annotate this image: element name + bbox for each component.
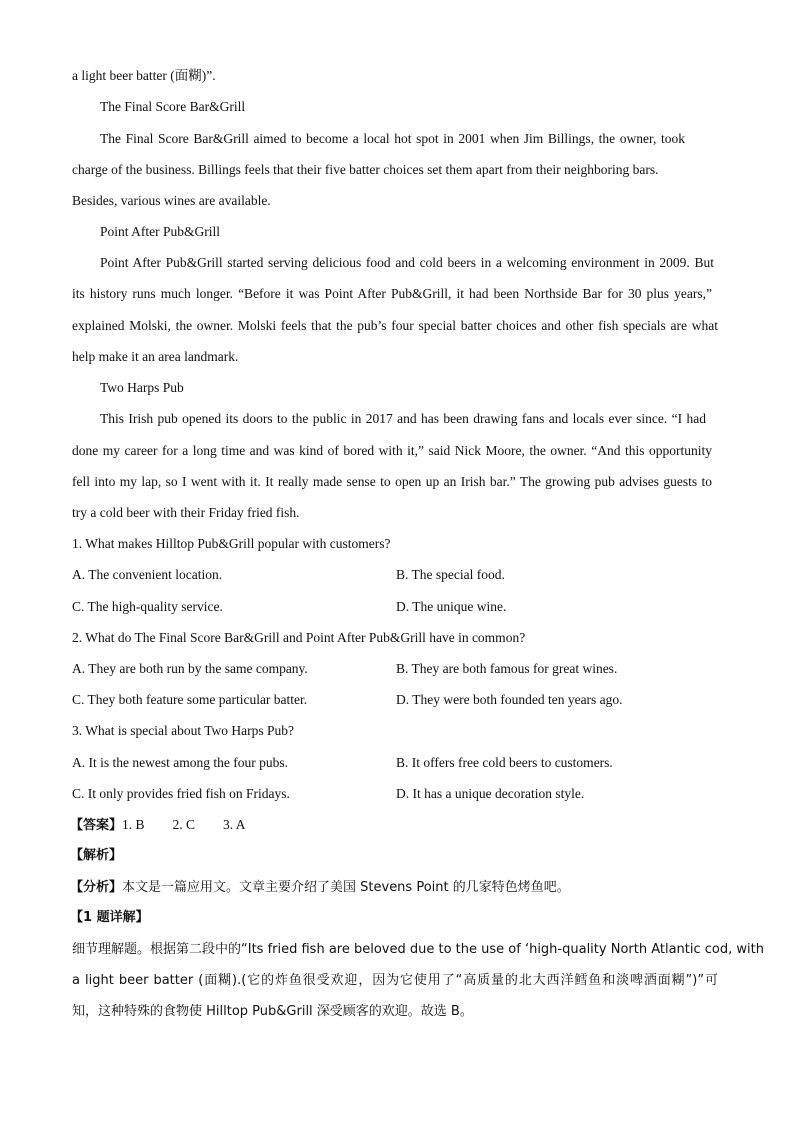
paragraph-line: fell into my lap, so I went with it. It really made sense to open up an Irish bar.” The growing pub advises guests to xyxy=(72,474,712,489)
pub-heading: The Final Score Bar&Grill xyxy=(100,99,246,114)
question-option: A. They are both run by the same company. xyxy=(72,661,308,676)
detail-line: a light beer batter (面糊).(它的炸鱼很受欢迎，因为它使用了“高质量的北大西洋鳕鱼和淡啤酒面糊”)”可 xyxy=(72,973,718,988)
paragraph-line: explained Molski, the owner. Molski feels that the pub’s four special batter choices and other fish specials are what xyxy=(72,318,718,333)
paragraph-line: Besides, various wines are available. xyxy=(72,193,271,208)
question-stem: 2. What do The Final Score Bar&Grill and Point After Pub&Grill have in common? xyxy=(72,630,526,645)
question-option: D. They were both founded ten years ago. xyxy=(396,692,623,707)
question-option: B. They are both famous for great wines. xyxy=(396,661,618,676)
answer-item: 1. B xyxy=(122,817,145,832)
question-stem: 3. What is special about Two Harps Pub? xyxy=(72,723,295,738)
analysis-label: 【解析】 xyxy=(70,848,123,863)
question-option: B. It offers free cold beers to customers. xyxy=(396,755,613,770)
question-option: C. They both feature some particular batter. xyxy=(72,692,308,707)
question-option: D. It has a unique decoration style. xyxy=(396,786,585,801)
summary-label: 【分析】 xyxy=(70,880,123,895)
paragraph-line: This Irish pub opened its doors to the public in 2017 and has been drawing fans and locals ever since. “I had xyxy=(100,411,706,426)
paragraph-line: charge of the business. Billings feels that their five batter choices set them apart from their neighboring bars. xyxy=(72,162,659,177)
paragraph-line: done my career for a long time and was kind of bored with it,” said Nick Moore, the owner. “And this opportunity xyxy=(72,443,712,458)
summary-text: 本文是一篇应用文。文章主要介绍了美国 Stevens Point 的几家特色烤鱼吧。 xyxy=(122,880,570,895)
question-option: C. It only provides fried fish on Fridays. xyxy=(72,786,290,801)
answer-item: 2. C xyxy=(172,817,196,832)
pub-heading: Point After Pub&Grill xyxy=(100,224,221,239)
question-option: B. The special food. xyxy=(396,567,505,582)
detail-line: 知，这种特殊的食物使 Hilltop Pub&Grill 深受顾客的欢迎。故选 B。 xyxy=(72,1004,473,1019)
question-option: C. The high-quality service. xyxy=(72,599,223,614)
answer-label: 【答案】 xyxy=(70,818,123,833)
detail-line: 细节理解题。根据第二段中的“Its fried fish are beloved due to the use of ‘high-quality North Atlantic cod, with xyxy=(72,942,764,957)
answer-line xyxy=(70,815,246,836)
answer-item: 3. A xyxy=(223,817,246,832)
analysis-summary xyxy=(70,877,570,898)
paragraph-line: try a cold beer with their Friday fried fish. xyxy=(72,505,300,520)
question-option: A. It is the newest among the four pubs. xyxy=(72,755,288,770)
paragraph-line: The Final Score Bar&Grill aimed to become a local hot spot in 2001 when Jim Billings, the owner, took xyxy=(100,131,685,146)
paragraph-line: its history runs much longer. “Before it was Point After Pub&Grill, it had been Northside Bar for 30 plus years,” xyxy=(72,286,712,301)
question-stem: 1. What makes Hilltop Pub&Grill popular with customers? xyxy=(72,536,391,551)
paragraph-line: help make it an area landmark. xyxy=(72,349,239,364)
question-option: A. The convenient location. xyxy=(72,567,223,582)
paragraph-line: Point After Pub&Grill started serving delicious food and cold beers in a welcoming environment in 2009. But xyxy=(100,255,714,270)
detail-label: 【1 题详解】 xyxy=(70,910,149,925)
question-option: D. The unique wine. xyxy=(396,599,507,614)
passage-continuation: a light beer batter (面糊)”. xyxy=(72,68,216,83)
pub-heading: Two Harps Pub xyxy=(100,380,184,395)
